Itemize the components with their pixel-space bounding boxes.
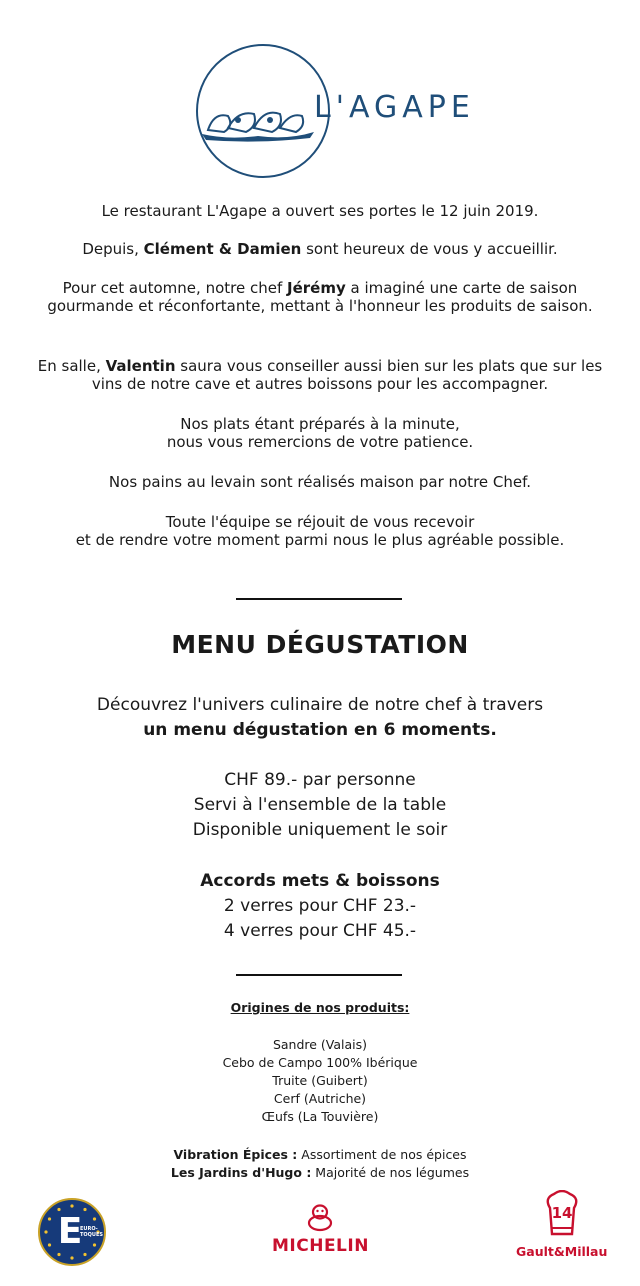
sommelier-name: Valentin: [105, 357, 176, 375]
intro-paragraph-6: [20, 473, 620, 491]
intro-text: Nos plats étant préparés à la minute,: [180, 415, 460, 433]
list-item: Œufs (La Touvière): [261, 1109, 379, 1124]
intro-paragraph-7: [20, 513, 620, 549]
pairing-section: [20, 869, 620, 944]
intro-paragraph-2: [20, 240, 620, 258]
euro-toques-label: EURO-TOQUES: [80, 1226, 103, 1238]
intro-text: sont heureux de vous y accueillir.: [301, 240, 558, 258]
list-item: Cerf (Autriche): [273, 1091, 367, 1106]
list-item: Truite (Guibert): [272, 1073, 368, 1088]
origins-section: [20, 999, 620, 1017]
intro-text: Toute l'équipe se réjouit de vous recevoir: [165, 513, 475, 531]
intro-text: nous vous remercions de votre patience.: [166, 433, 474, 451]
menu-price: CHF 89.- par personne: [224, 770, 416, 790]
list-item: Cebo de Campo 100% Ibérique: [222, 1055, 418, 1070]
intro-text: Depuis,: [82, 240, 144, 258]
menu-title: MENU DÉGUSTATION: [171, 630, 469, 659]
intro-paragraph-3: [30, 279, 610, 315]
intro-text: saura vous conseiller aussi bien sur les plats que sur les vins de notre cave et autres boissons pour les accompagner.: [91, 357, 603, 393]
intro-text: Pour cet automne, notre chef: [62, 279, 287, 297]
gault-millau-wordmark: Gault&Millau: [516, 1244, 608, 1259]
pairing-option: 2 verres pour CHF 23.-: [223, 896, 417, 916]
intro-text: Nos pains au levain sont réalisés maison par notre Chef.: [108, 473, 532, 491]
supplier-name: Vibration Épices :: [173, 1147, 298, 1162]
suppliers-list: [20, 1146, 620, 1182]
menu-served: Servi à l'ensemble de la table: [193, 795, 447, 815]
gault-millau-score: 14: [551, 1204, 573, 1222]
gault-millau-badge: [516, 1190, 606, 1266]
intro-paragraph-4: [28, 357, 612, 393]
euro-toques-badge: [38, 1198, 106, 1266]
michelin-wordmark: MICHELIN: [272, 1236, 369, 1256]
intro-text: a imaginé une carte de saison gourmande et réconfortante, mettant à l'honneur les produits de saison.: [47, 279, 593, 315]
menu-description: [20, 693, 620, 743]
intro-paragraph-1: [20, 202, 620, 220]
menu-availability: Disponible uniquement le soir: [192, 820, 448, 840]
logo-wordmark: L'AGAPE: [314, 90, 475, 125]
michelin-man-icon: [306, 1204, 334, 1234]
supplier-name: Les Jardins d'Hugo :: [170, 1165, 312, 1180]
pairing-title: Accords mets & boissons: [200, 871, 440, 891]
chef-name: Jérémy: [287, 279, 346, 297]
owners-names: Clément & Damien: [143, 240, 302, 258]
origins-title: Origines de nos produits:: [230, 1000, 410, 1015]
divider: [236, 598, 402, 600]
pairing-option: 4 verres pour CHF 45.-: [223, 921, 417, 941]
intro-text: En salle,: [37, 357, 106, 375]
intro-text: et de rendre votre moment parmi nous le plus agréable possible.: [75, 531, 565, 549]
restaurant-logo: [188, 40, 475, 188]
leaf-illustration-icon: [198, 106, 318, 142]
list-item: Sandre (Valais): [272, 1037, 368, 1052]
michelin-badge: [272, 1204, 368, 1260]
menu-desc-text: Découvrez l'univers culinaire de notre chef à travers: [96, 695, 544, 715]
euro-toques-e-icon: E: [57, 1211, 83, 1252]
intro-paragraph-5: [20, 415, 620, 451]
supplier-desc: Majorité de nos légumes: [311, 1165, 470, 1180]
intro-text-opening-date: Le restaurant L'Agape a ouvert ses portes le 12 juin 2019.: [101, 202, 539, 220]
supplier-desc: Assortiment de nos épices: [297, 1147, 467, 1162]
menu-details: [20, 768, 620, 843]
divider: [236, 974, 402, 976]
menu-desc-bold: un menu dégustation en 6 moments.: [143, 720, 497, 740]
origins-list: [20, 1036, 620, 1126]
